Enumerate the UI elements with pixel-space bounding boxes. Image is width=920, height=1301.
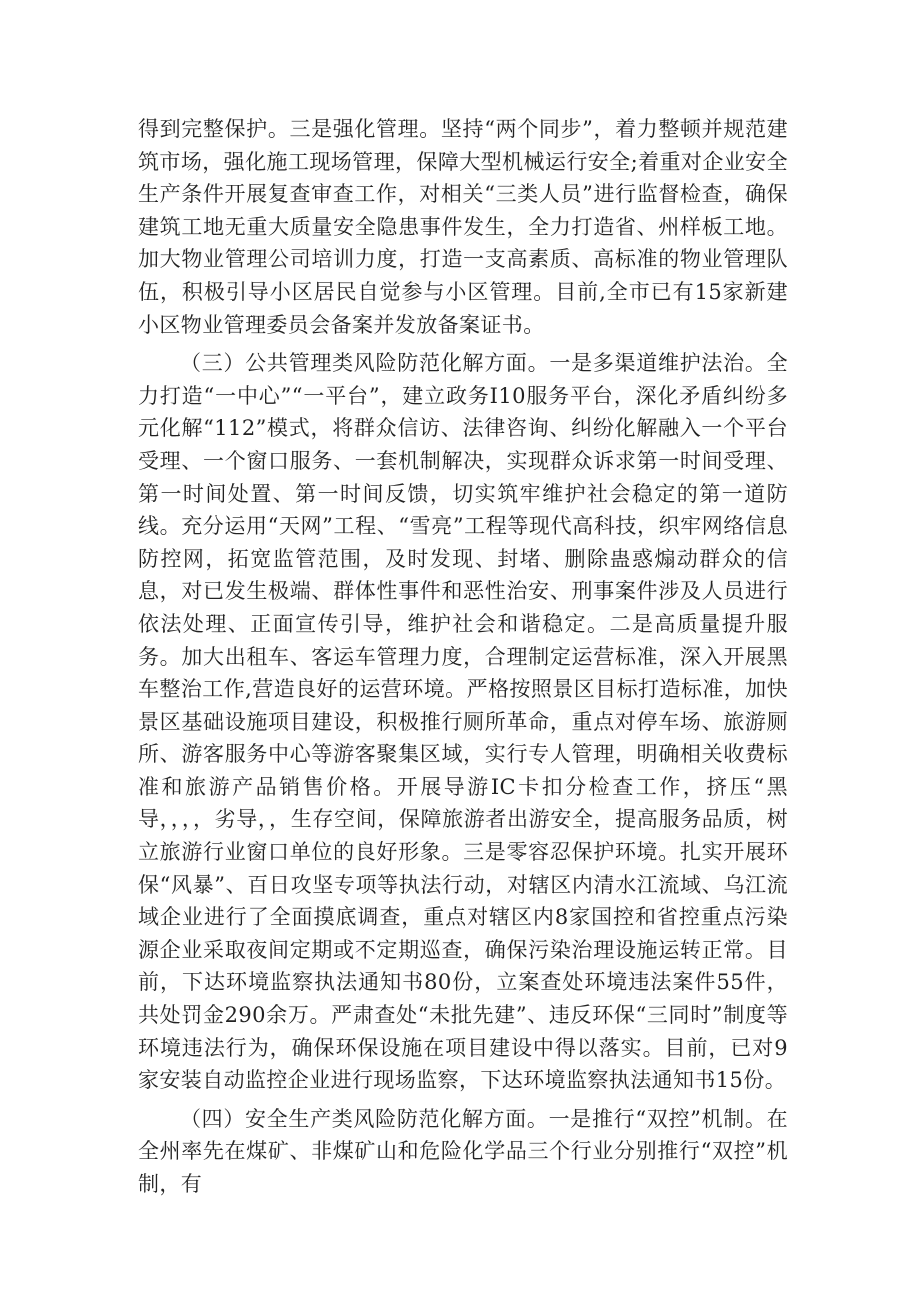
paragraph-public-management-risk: （三）公共管理类风险防范化解方面。一是多渠道维护法治。全力打造“一中心”“一平台”，建立政务I10服务平台，深化矛盾纠纷多元化解“112”模式，将群众信访、法律咨询、纠纷化解融入一个平台受理、一个窗口服务、一套机制解决，实现群众诉求第一时间受理、第一时间处置、第一时间反馈，切实筑牢维护社会稳定的第一道防线。充分运用“天网”工程、“雪亮”工程等现代高科技，织牢网络信息防控网，拓宽监管范围，及时发现、封堵、删除蛊惑煽动群众的信息，对已发生极端、群体性事件和恶性治安、刑事案件涉及人员进行依法处理、正面宣传引导，维护社会和谐稳定。二是高质量提升服务。加大出租车、客运车管理力度，合理制定运营标准，深入开展黑车整治工作,营造良好的运营环境。严格按照景区目标打造标准，加快景区基础设施项目建设，积极推行厕所革命，重点对停车场、旅游厕所、游客服务中心等游客聚集区域，实行专人管理，明确相关收费标准和旅游产品销售价格。开展导游IC卡扣分检查工作，挤压“黑导，，，，劣导，，生存空间，保障旅游者出游安全，提高服务品质，树立旅游行业窗口单位的良好形象。三是零容忍保护环境。扎实开展环保“风暴”、百日攻坚专项等执法行动，对辖区内清水江流域、乌江流域企业进行了全面摸底调查，重点对辖区内8家国控和省控重点污染源企业采取夜间定期或不定期巡查，确保污染治理设施运转正常。目前，下达环境监察执法通知书80份，立案查处环境违法案件55件，共处罚金290余万。严肃查处“未批先建”、违反环保“三同时”制度等环境违法行为，确保环保设施在项目建设中得以落实。目前，已对9家安装自动监控企业进行现场监察，下达环境监察执法通知书15份。 <box>138 351 788 1093</box>
document-body <box>138 113 788 1201</box>
paragraph-construction-management: 得到完整保护。三是强化管理。坚持“两个同步”，着力整顿并规范建筑市场，强化施工现场管理，保障大型机械运行安全;着重对企业安全生产条件开展复查审查工作，对相关“三类人员”进行监督检查，确保建筑工地无重大质量安全隐患事件发生，全力打造省、州样板工地。加大物业管理公司培训力度，打造一支高素质、高标准的物业管理队伍，积极引导小区居民自觉参与小区管理。目前,全市已有15家新建小区物业管理委员会备案并发放备案证书。 <box>138 117 788 337</box>
paragraph-safety-production-risk: （四）安全生产类风险防范化解方面。一是推行“双控”机制。在全州率先在煤矿、非煤矿山和危险化学品三个行业分别推行“双控”机制，有 <box>138 1106 788 1196</box>
